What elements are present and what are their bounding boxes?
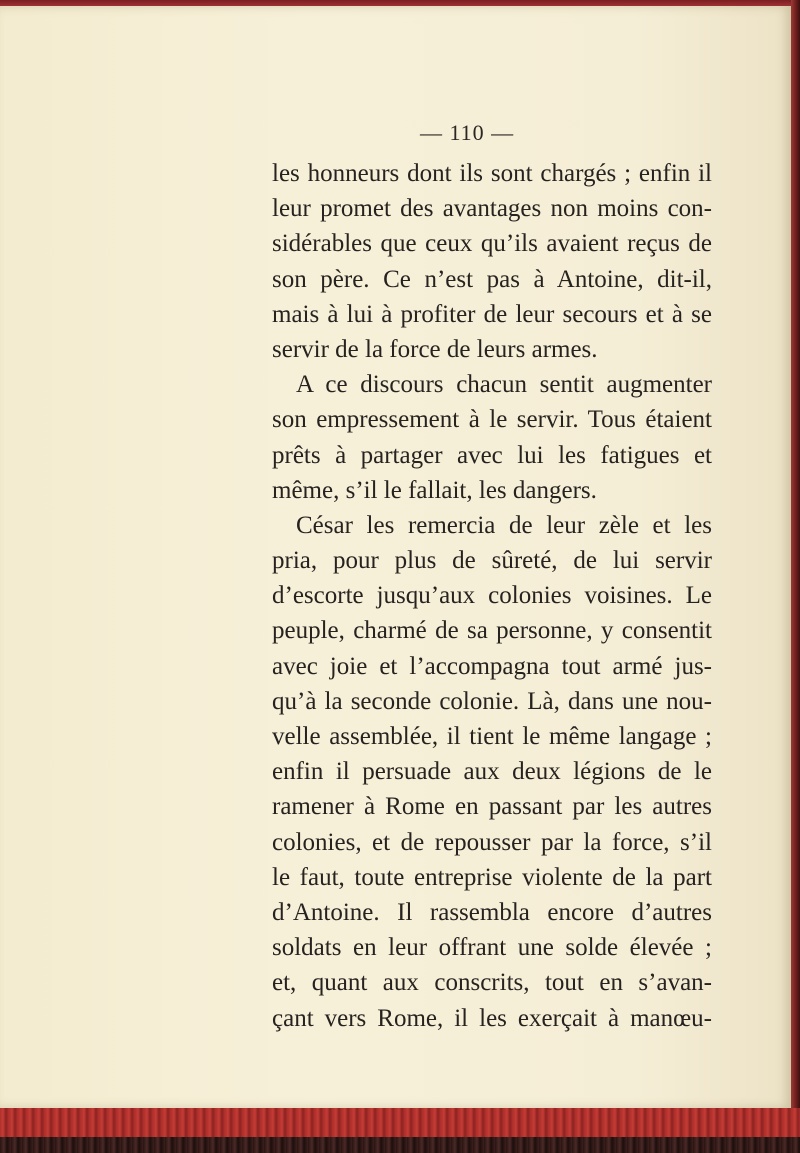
text-line: ramener à Rome en passant par les autres xyxy=(272,793,712,821)
text-line: pria, pour plus de sûreté, de lui servir xyxy=(272,547,712,575)
text-line: sidérables que ceux qu’ils avaient reçus de xyxy=(272,230,712,258)
text-line: mais à lui à profiter de leur secours et à se xyxy=(272,300,712,328)
body-text xyxy=(272,156,712,1036)
text-line: son père. Ce n’est pas à Antoine, dit-il, xyxy=(272,265,712,293)
text-line: çant vers Rome, il les exerçait à manœu- xyxy=(272,1004,712,1032)
text-line: d’escorte jusqu’aux colonies voisines. Le xyxy=(272,582,712,610)
page-number: — 110 — xyxy=(420,120,515,145)
text-line: même, s’il le fallait, les dangers. xyxy=(272,476,597,504)
text-line: peuple, charmé de sa personne, y consentit xyxy=(272,617,712,645)
text-line: le faut, toute entreprise violente de la part xyxy=(272,863,712,891)
text-line: prêts à partager avec lui les fatigues et xyxy=(272,441,712,469)
text-line: et, quant aux conscrits, tout en s’avan- xyxy=(272,969,712,997)
text-line: avec joie et l’accompagna tout armé jus- xyxy=(272,652,712,680)
book-bottom-edge xyxy=(0,1108,800,1153)
text-line: servir de la force de leurs armes. xyxy=(272,335,598,363)
text-line: A ce discours chacun sentit augmenter xyxy=(296,371,712,399)
text-line: les honneurs dont ils sont chargés ; enfin il xyxy=(272,160,712,187)
book-cover-edge xyxy=(791,0,800,1153)
text-line: son empressement à le servir. Tous étaient xyxy=(272,406,712,434)
text-line: qu’à la seconde colonie. Là, dans une nou- xyxy=(272,687,712,715)
text-line: velle assemblée, il tient le même langage ; xyxy=(272,723,712,750)
text-line: enfin il persuade aux deux légions de le xyxy=(272,758,712,786)
text-line: leur promet des avantages non moins con- xyxy=(272,195,712,223)
text-line: soldats en leur offrant une solde élevée ; xyxy=(272,934,712,962)
text-line: César les remercia de leur zèle et les xyxy=(296,511,712,539)
text-line: colonies, et de repousser par la force, s’il xyxy=(272,828,712,856)
text-line: d’Antoine. Il rassembla encore d’autres xyxy=(272,898,712,926)
